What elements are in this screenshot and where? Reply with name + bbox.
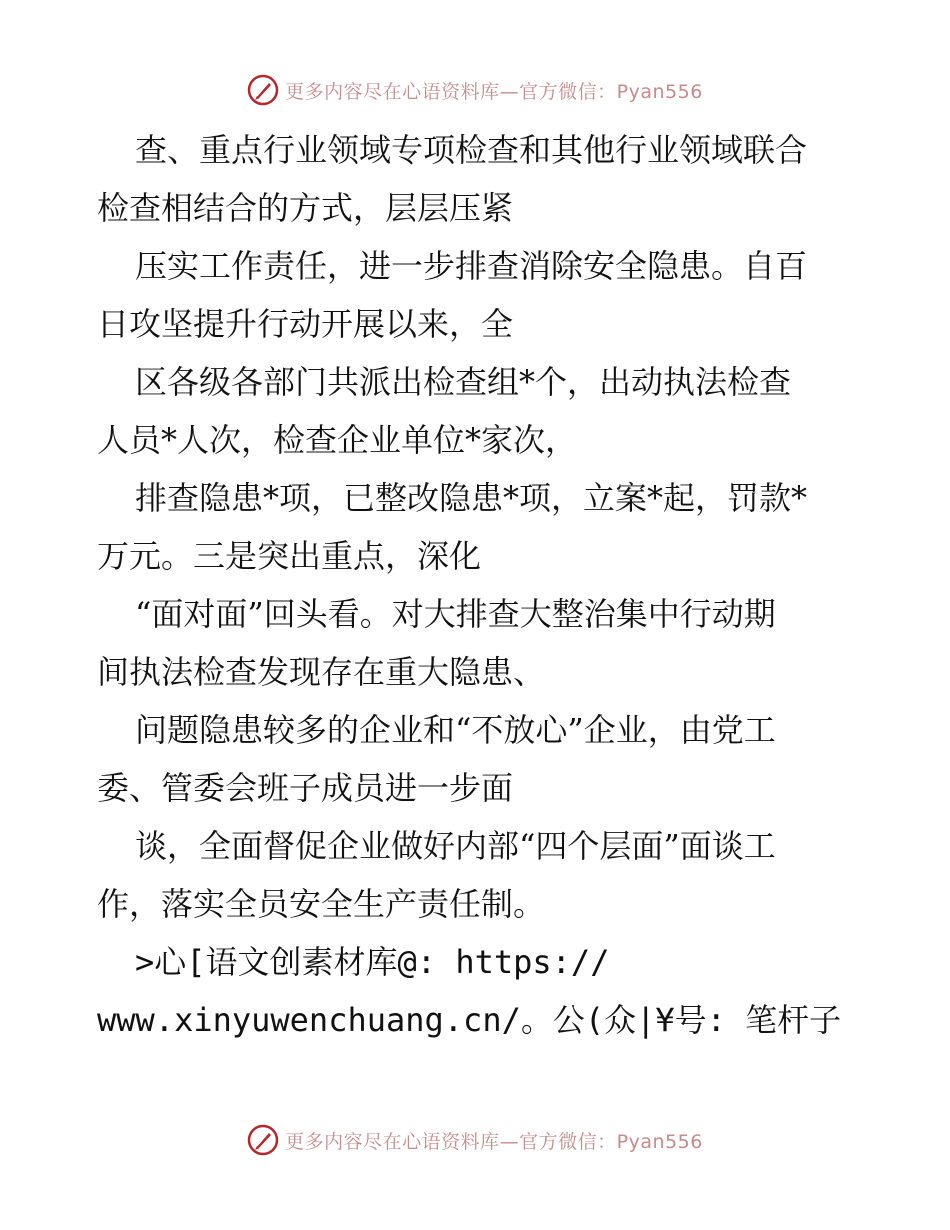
body-line: 人员*人次，检查企业单位*家次， xyxy=(97,421,578,459)
body-line: 排查隐患*项，已整改隐患*项，立案*起，罚款* xyxy=(135,479,808,517)
body-line: 委、管委会班子成员进一步面 xyxy=(97,769,514,807)
body-line-source: >心[语文创素材库@: https:// xyxy=(135,943,610,981)
header-banner-text: 更多内容尽在心语资料库—官方微信：Pyan556 xyxy=(285,80,703,103)
body-line: 检查相结合的方式，层层压紧 xyxy=(97,189,514,227)
body-line-website: www.xinyuwenchuang.cn/。公(众|¥号: 笔杆子 xyxy=(97,1001,842,1039)
header-banner xyxy=(0,70,950,110)
body-line: 间执法检查发现存在重大隐患、 xyxy=(97,653,546,691)
body-line: 区各级各部门共派出检查组*个，出动执法检查 xyxy=(135,363,792,401)
body-line: 压实工作责任，进一步排查消除安全隐患。自百 xyxy=(135,247,808,285)
body-line: 查、重点行业领域专项检查和其他行业领域联合 xyxy=(135,131,808,169)
body-line: 谈，全面督促企业做好内部“四个层面”面谈工 xyxy=(135,827,776,865)
body-line: 作，落实全员安全生产责任制。 xyxy=(97,885,546,923)
quill-pen-logo-icon xyxy=(247,1124,279,1156)
document-body xyxy=(97,121,857,1049)
footer-banner-text: 更多内容尽在心语资料库—官方微信：Pyan556 xyxy=(285,1130,703,1153)
body-line: 日攻坚提升行动开展以来，全 xyxy=(97,305,514,343)
body-line: 问题隐患较多的企业和“不放心”企业，由党工 xyxy=(135,711,776,749)
body-line: 万元。三是突出重点，深化 xyxy=(97,537,482,575)
body-line: “面对面”回头看。对大排查大整治集中行动期 xyxy=(135,595,776,633)
quill-pen-logo-icon xyxy=(247,74,279,106)
footer-banner xyxy=(0,1120,950,1160)
